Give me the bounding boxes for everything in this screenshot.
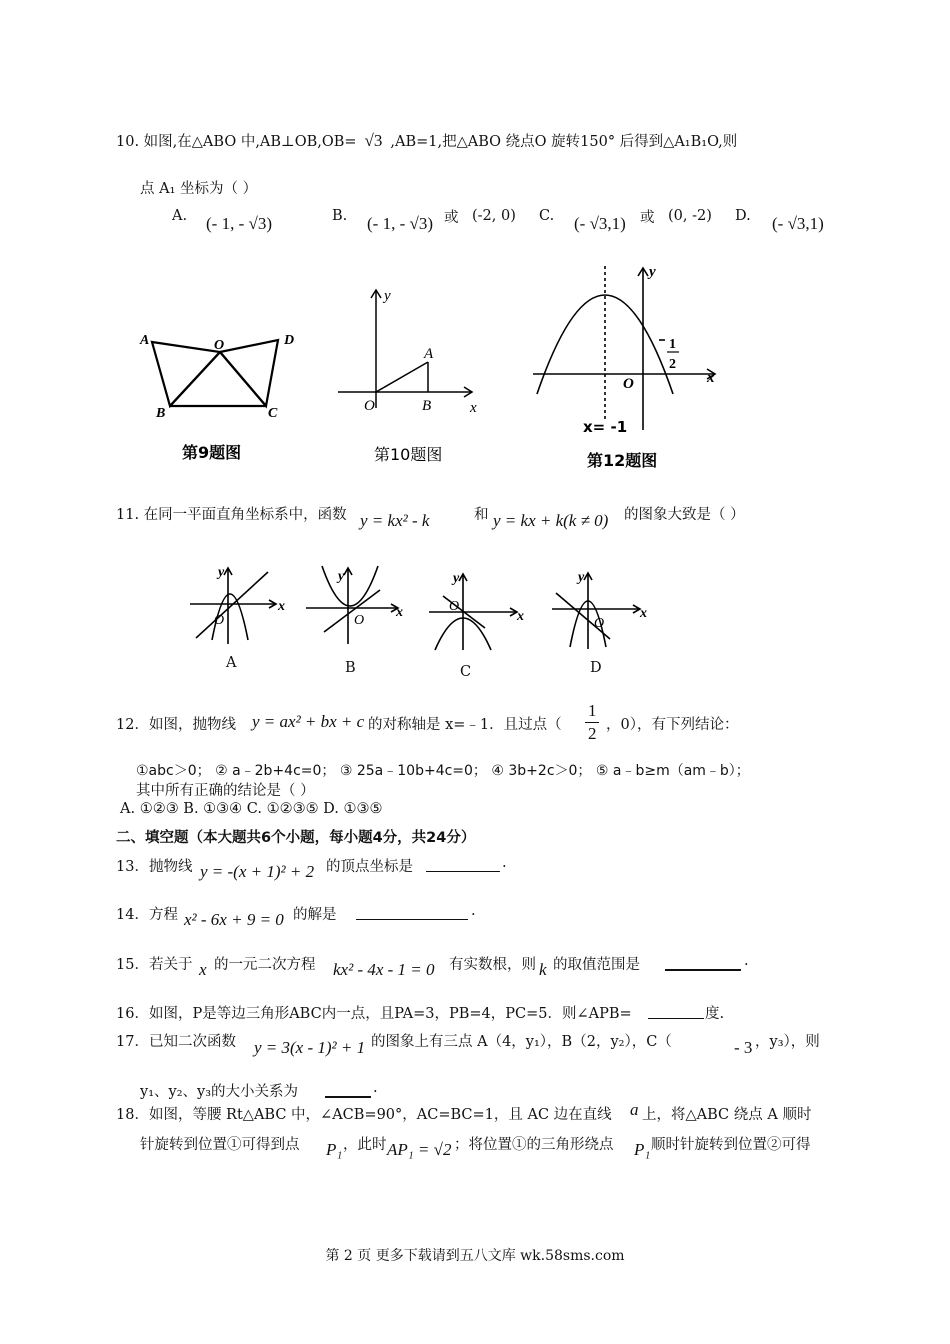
- q11-d-o: O: [594, 616, 605, 631]
- q12-func: y = ax² + bx + c: [252, 712, 365, 731]
- figure-10: [330, 280, 490, 470]
- q11-graph-a[interactable]: [186, 560, 296, 660]
- fig12-half-num: 1: [669, 337, 676, 352]
- fig9-label-d: D: [284, 333, 295, 348]
- q10-option-c-extra: (0, -2): [668, 208, 712, 224]
- q10-option-b-math: (- 1, - √3): [367, 214, 433, 233]
- fig10-label-b: B: [422, 398, 432, 414]
- q11-d-y: y: [578, 570, 585, 585]
- q12-options[interactable]: A. ①②③ B. ①③④ C. ①②③⑤ D. ①③⑤: [120, 801, 383, 817]
- q15-a: 15．若关于: [116, 957, 193, 973]
- q11-stem-a: 11. 在同一平面直角坐标系中，函数: [116, 507, 347, 523]
- q14-b: 的解是: [293, 907, 337, 923]
- q18-line1-b: 上，将△ABC 绕点 A 顺时: [642, 1107, 812, 1123]
- q11-and: 和: [474, 507, 489, 523]
- q10-option-c-label: C.: [539, 208, 555, 224]
- q17-c-value: - 3: [734, 1038, 753, 1057]
- q10-option-b-extra: (-2, 0): [472, 208, 516, 224]
- q17-line2: y₁、y₂、y₃的大小关系为: [140, 1084, 299, 1100]
- q11-option-c[interactable]: C: [460, 664, 472, 680]
- q12-stem-c: ，0），有下列结论：: [606, 717, 739, 733]
- fig12-label-y: y: [649, 264, 656, 280]
- q14-end: .: [471, 903, 476, 919]
- figure-9: [130, 320, 310, 470]
- section-2-heading: 二、填空题（本大题共6个小题，每小题4分，共24分）: [116, 830, 476, 846]
- q11-c-x: x: [517, 609, 524, 624]
- q12-frac-bar: [585, 722, 599, 723]
- q10-option-b-label: B.: [332, 208, 348, 224]
- q11-graph-d[interactable]: [548, 565, 658, 665]
- q11-option-b[interactable]: B: [345, 660, 356, 676]
- q11-graph-c[interactable]: [425, 568, 535, 668]
- q10-option-a-math: (- 1, - √3): [206, 214, 272, 233]
- q18-line2-b: ，此时: [343, 1137, 387, 1153]
- q12-frac-den: 2: [588, 724, 597, 743]
- q10-option-c-math: (- √3,1): [574, 214, 626, 233]
- fig9-label-b: B: [156, 406, 166, 421]
- q17-a: 17．已知二次函数: [116, 1034, 236, 1050]
- q16-text: 16．如图，P是等边三角形ABC内一点，且PA=3，PB=4，PC=5．则∠APB=: [116, 1006, 632, 1022]
- q11-stem-b: 的图象大致是（ ）: [624, 507, 745, 523]
- q10-option-a-label: A.: [172, 208, 188, 224]
- fig10-caption: 第10题图: [374, 445, 443, 464]
- q11-c-o: O: [449, 599, 460, 614]
- q10-stem-line2: 点 A₁ 坐标为（ ）: [140, 181, 258, 197]
- q11-option-d[interactable]: D: [590, 660, 602, 676]
- fig12-half-den: 2: [669, 357, 676, 372]
- fig10-label-o: O: [364, 398, 375, 414]
- fig12-caption: 第12题图: [587, 451, 658, 470]
- q18-var-a: a: [630, 1100, 639, 1119]
- q15-var: x: [199, 960, 207, 979]
- fig10-label-a: A: [424, 346, 434, 362]
- q16-end: 度.: [705, 1006, 725, 1022]
- q16-answer-blank[interactable]: [648, 1018, 704, 1019]
- q14-math: x² - 6x + 9 = 0: [184, 910, 284, 929]
- q13-end: .: [502, 855, 507, 871]
- q11-b-x: x: [396, 605, 403, 620]
- q11-func2: y = kx + k(k ≠ 0): [493, 511, 609, 530]
- fig10-label-x: x: [470, 400, 477, 416]
- q11-a-x: x: [278, 599, 285, 614]
- q10-stem-line1: 10. 如图,在△ABO 中,AB⊥OB,OB= √3 ,AB=1,把△ABO 绕点O 旋转150° 后得到△A₁B₁O,则: [116, 131, 738, 150]
- q15-answer-blank[interactable]: [665, 969, 741, 971]
- q10-root: √3: [364, 131, 383, 150]
- q18-line2-a: 针旋转到位置①可得到点: [140, 1137, 300, 1153]
- q12-frac-num: 1: [588, 701, 597, 720]
- q11-c-y: y: [453, 571, 460, 586]
- q11-func1: y = kx² - k: [360, 511, 430, 530]
- q12-ask: 其中所有正确的结论是（ ）: [136, 783, 315, 799]
- q13-math: y = -(x + 1)² + 2: [200, 862, 315, 881]
- q11-option-a[interactable]: A: [226, 655, 237, 671]
- q17-answer-blank[interactable]: [325, 1096, 371, 1098]
- q17-end: .: [373, 1080, 378, 1096]
- q15-end: .: [744, 953, 749, 969]
- fig10-label-y: y: [384, 288, 391, 304]
- q10-option-c-or: 或: [640, 210, 655, 226]
- q11-b-o: O: [354, 613, 365, 628]
- fig9-label-c: C: [268, 406, 278, 421]
- fig9-caption: 第9题图: [182, 443, 242, 462]
- q18-p1: P₁: [326, 1140, 343, 1159]
- fig9-label-a: A: [140, 333, 150, 348]
- q18-line2-d: 顺时针旋转到位置②可得: [651, 1137, 811, 1153]
- q11-b-y: y: [338, 569, 345, 584]
- q17-math: y = 3(x - 1)² + 1: [254, 1038, 366, 1057]
- q11-a-o: O: [214, 613, 225, 628]
- page-footer: 第 2 页 更多下载请到五八文库 wk.58sms.com: [325, 1248, 625, 1264]
- q14-a: 14．方程: [116, 907, 178, 923]
- q15-c: 有实数根，则: [449, 957, 536, 973]
- q12-stem-a: 12．如图，抛物线: [116, 717, 236, 733]
- fig9-label-o: O: [214, 338, 225, 353]
- q13-b: 的顶点坐标是: [326, 859, 413, 875]
- q12-stem-b: 的对称轴是 x=﹣1．且过点（: [368, 717, 562, 733]
- q18-line2-c: ；将位置①的三角形绕点: [454, 1137, 614, 1153]
- q10-option-b-or: 或: [444, 210, 459, 226]
- q15-b: 的一元二次方程: [214, 957, 316, 973]
- q15-d: 的取值范围是: [553, 957, 640, 973]
- fig12-label-x: x: [707, 370, 715, 386]
- q17-b: 的图象上有三点 A（4，y₁），B（2，y₂），C（: [371, 1034, 672, 1050]
- figure-12: [525, 260, 735, 475]
- q17-c: ，y₃），则: [755, 1034, 820, 1050]
- q11-graph-b[interactable]: [300, 560, 415, 660]
- q14-answer-blank[interactable]: [356, 919, 468, 920]
- q15-k: k: [539, 960, 547, 979]
- q15-math: kx² - 4x - 1 = 0: [333, 960, 435, 979]
- q18-ap1: AP₁ = √2: [387, 1140, 452, 1159]
- q18-p1b: P₁: [634, 1140, 651, 1159]
- q11-d-x: x: [640, 606, 647, 621]
- q12-conclusions: ①abc＞0； ② a﹣2b+4c=0； ③ 25a﹣10b+4c=0； ④ 3b+2c＞0； ⑤ a﹣b≥m（am﹣b）；: [136, 763, 750, 779]
- q13-answer-blank[interactable]: [426, 871, 500, 872]
- fig12-axis-label: x= -1: [583, 418, 628, 436]
- q10-option-d-math: (- √3,1): [772, 214, 824, 233]
- q13-a: 13．抛物线: [116, 859, 193, 875]
- q10-option-d-label: D.: [735, 208, 751, 224]
- q18-line1-a: 18．如图，等腰 Rt△ABC 中，∠ACB=90°，AC=BC=1，且 AC 边在直线: [116, 1107, 612, 1123]
- fig12-label-o: O: [623, 376, 634, 392]
- q11-a-y: y: [218, 565, 225, 580]
